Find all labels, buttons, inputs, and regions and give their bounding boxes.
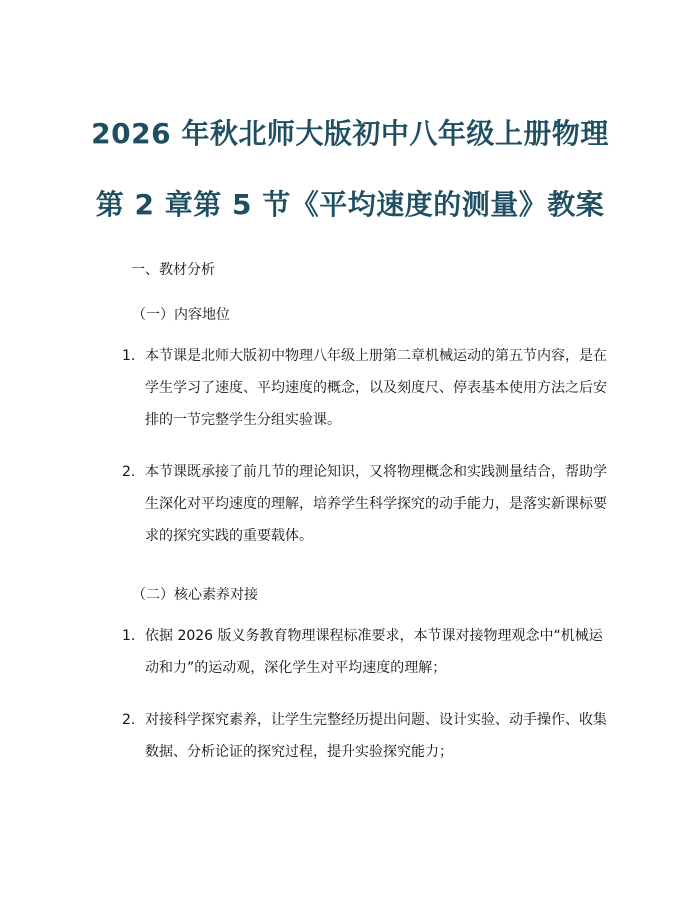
list-item (122, 704, 607, 768)
list-item-line: 数据、分析论证的探究过程，提升实验探究能力； (145, 744, 453, 760)
list-item-number: 2. (122, 712, 136, 728)
list-item-line: 本节课是北师大版初中物理八年级上册第二章机械运动的第五节内容，是在 (145, 348, 607, 364)
subsection-heading-content-position: （一）内容地位 (132, 307, 230, 323)
document-title-line-2: 第 2 章第 5 节《平均速度的测量》教案 (95, 188, 605, 221)
section-heading-textbook-analysis: 一、教材分析 (131, 262, 215, 278)
list-item (122, 620, 602, 684)
list-item-line: 学生学习了速度、平均速度的概念，以及刻度尺、停表基本使用方法之后安 (145, 380, 607, 396)
subsection-heading-core-literacy: （二）核心素养对接 (132, 587, 258, 603)
list-item-line: 依据 2026 版义务教育物理课程标准要求，本节课对接物理观念中“机械运 (145, 628, 603, 644)
list-item-line: 求的探究实践的重要载体。 (145, 528, 313, 544)
list-item-number: 1. (122, 628, 136, 644)
list-item (122, 456, 607, 552)
list-item-line: 动和力”的运动观，深化学生对平均速度的理解； (145, 660, 447, 676)
list-item-line: 生深化对平均速度的理解，培养学生科学探究的动手能力，是落实新课标要 (145, 496, 607, 512)
list-item-line: 排的一节完整学生分组实验课。 (145, 412, 341, 428)
list-item-number: 1. (122, 348, 136, 364)
list-item-line: 对接科学探究素养，让学生完整经历提出问题、设计实验、动手操作、收集 (145, 712, 607, 728)
document-title-line-1: 2026 年秋北师大版初中八年级上册物理 (91, 117, 609, 150)
list-item-number: 2. (122, 464, 136, 480)
list-item (122, 340, 607, 436)
list-item-line: 本节课既承接了前几节的理论知识，又将物理概念和实践测量结合，帮助学 (145, 464, 607, 480)
